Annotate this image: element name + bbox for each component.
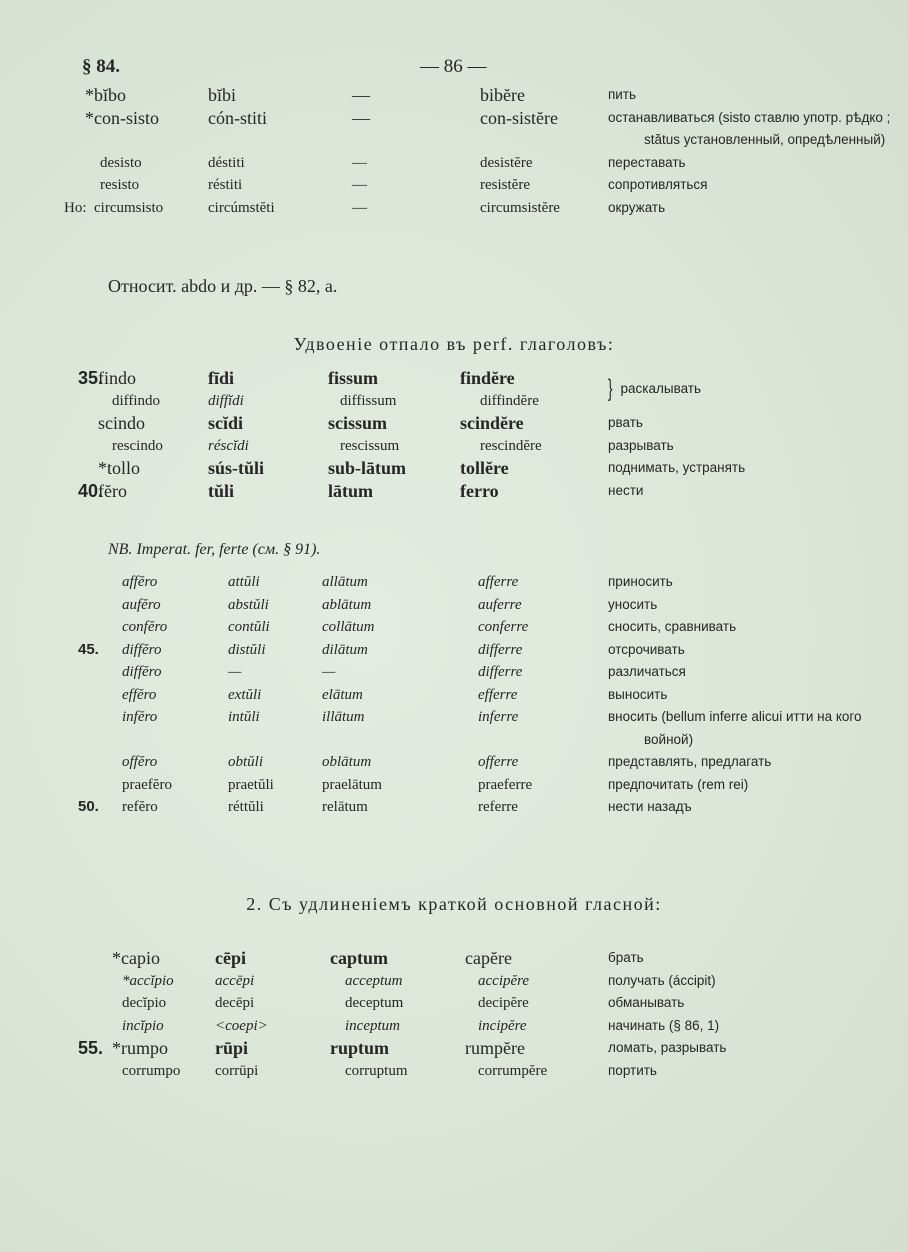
perfect-form: scĭdi bbox=[208, 413, 244, 433]
supine-form: illātum bbox=[322, 709, 365, 725]
supine-form: lātum bbox=[328, 480, 373, 501]
perfect-form: réttŭli bbox=[228, 799, 264, 815]
russian-meaning: переставать bbox=[608, 154, 686, 170]
russian-meaning: брать bbox=[608, 950, 644, 965]
present-form: diffindo bbox=[112, 392, 161, 409]
table-row bbox=[0, 970, 908, 993]
verb-table-lost-reduplication bbox=[0, 367, 908, 502]
perfect-form: cón-stiti bbox=[208, 107, 267, 128]
perfect-form: obtŭli bbox=[228, 754, 264, 770]
supine-form: elātum bbox=[322, 686, 363, 703]
table-row bbox=[0, 84, 908, 107]
infinitive-form: offerre bbox=[478, 754, 519, 770]
russian-meaning: сносить, сравнивать bbox=[608, 619, 737, 634]
russian-meaning: портить bbox=[608, 1062, 657, 1078]
present-form: fĕro bbox=[98, 480, 127, 501]
table-row bbox=[0, 1037, 908, 1060]
russian-meaning: ломать, разрывать bbox=[608, 1040, 727, 1055]
infinitive-form: ferro bbox=[460, 480, 499, 501]
table-row bbox=[0, 571, 908, 594]
russian-meaning: обманывать bbox=[608, 995, 685, 1010]
supine-form: sub-lātum bbox=[328, 458, 407, 478]
table-row bbox=[0, 639, 908, 662]
present-form: corrumpo bbox=[122, 1062, 181, 1079]
russian-meaning: рвать bbox=[608, 415, 643, 430]
russian-meaning: нести назадъ bbox=[608, 799, 692, 814]
table-row bbox=[0, 992, 908, 1015]
infinitive-form: corrumpĕre bbox=[478, 1062, 548, 1079]
present-form: scindo bbox=[98, 413, 145, 433]
supine-form: inceptum bbox=[345, 1017, 400, 1034]
page-number: — 86 — bbox=[420, 56, 487, 77]
supine-form: oblātum bbox=[322, 754, 372, 770]
russian-meaning: представлять, предлагать bbox=[608, 754, 772, 769]
perfect-form: accēpi bbox=[215, 972, 255, 989]
infinitive-form: capĕre bbox=[465, 948, 512, 968]
infinitive-form: auferre bbox=[478, 596, 522, 613]
table-row bbox=[0, 480, 908, 503]
infinitive-form: efferre bbox=[478, 686, 518, 703]
infinitive-form: praeferre bbox=[478, 776, 533, 793]
nb-imperative-note: NB. Imperat. fer, ferte (см. § 91). bbox=[108, 541, 321, 558]
russian-meaning: приносить bbox=[608, 574, 673, 589]
present-form: *bĭbo bbox=[85, 85, 127, 105]
perfect-form: tŭli bbox=[208, 480, 235, 501]
perfect-form: contŭli bbox=[228, 619, 270, 635]
russian-meaning: предпочитать (rem rei) bbox=[608, 776, 749, 792]
present-form: findo bbox=[98, 368, 136, 388]
russian-meaning: пить bbox=[608, 87, 637, 102]
russian-meaning: окружать bbox=[608, 199, 666, 215]
perfect-form: decēpi bbox=[215, 995, 255, 1011]
perfect-form: abstŭli bbox=[228, 596, 269, 613]
table-row bbox=[0, 594, 908, 617]
perfect-form: réstiti bbox=[208, 177, 243, 193]
russian-meaning: останавливаться (sisto ставлю употр. рѣдко ; stătus установленный, опредѣленный) bbox=[608, 109, 891, 147]
table-row bbox=[0, 435, 908, 458]
perfect-form: sús-tŭli bbox=[208, 458, 265, 478]
present-form: *accĭpio bbox=[122, 972, 174, 989]
entry-number: 55. bbox=[78, 1038, 104, 1058]
infinitive-form: inferre bbox=[478, 709, 519, 725]
table-row bbox=[0, 661, 908, 684]
russian-meaning: различаться bbox=[608, 664, 686, 679]
supine-form: ruptum bbox=[330, 1038, 390, 1058]
perfect-form: corrūpi bbox=[215, 1062, 259, 1079]
supine-form: dilātum bbox=[322, 641, 368, 658]
russian-meaning: вносить (bellum inferre alicui итти на кого войной) bbox=[608, 709, 862, 747]
brace-icon: } bbox=[608, 374, 613, 402]
present-form: affĕro bbox=[122, 574, 158, 590]
present-form: confĕro bbox=[122, 619, 168, 635]
perfect-form: extŭli bbox=[228, 686, 262, 703]
infinitive-form: resistĕre bbox=[480, 177, 530, 193]
russian-meaning: разрывать bbox=[608, 437, 674, 453]
supine-form: rescissum bbox=[340, 437, 400, 454]
verb-table-reduplicated-sisto bbox=[0, 84, 908, 219]
table-row bbox=[0, 197, 908, 220]
table-row bbox=[0, 774, 908, 797]
present-form: desisto bbox=[100, 154, 142, 171]
perfect-form: intŭli bbox=[228, 709, 260, 725]
present-form: aufĕro bbox=[122, 596, 161, 613]
infinitive-form: afferre bbox=[478, 574, 519, 590]
verb-table-lengthened-vowel bbox=[0, 947, 908, 1082]
supine-form: — bbox=[352, 199, 367, 216]
present-form: *capio bbox=[112, 948, 160, 968]
present-form: infĕro bbox=[122, 709, 158, 725]
perfect-form: diffĭdi bbox=[208, 392, 244, 409]
supine-form: — bbox=[322, 664, 336, 680]
perfect-form: réscĭdi bbox=[208, 437, 249, 454]
perfect-form: déstiti bbox=[208, 154, 245, 171]
infinitive-form: diffindĕre bbox=[480, 392, 539, 409]
meaning-text: раскалывать bbox=[620, 381, 702, 396]
table-row bbox=[0, 796, 908, 819]
russian-meaning: поднимать, устранять bbox=[608, 460, 746, 475]
russian-meaning: уносить bbox=[608, 596, 658, 612]
present-form: effĕro bbox=[122, 686, 157, 703]
table-row bbox=[0, 684, 908, 707]
entry-number: 45. bbox=[78, 640, 99, 658]
present-form: incĭpio bbox=[122, 1017, 164, 1034]
infinitive-form: accipĕre bbox=[478, 972, 530, 989]
table-row bbox=[0, 616, 908, 639]
verb-table-fero-compounds bbox=[0, 571, 908, 819]
table-row bbox=[0, 1060, 908, 1083]
supine-form: — bbox=[352, 85, 370, 105]
supine-form: relātum bbox=[322, 799, 368, 815]
prefix-label: Но: bbox=[64, 199, 87, 216]
present-form: diffĕro bbox=[122, 641, 162, 658]
section-heading-lost-reduplication: Удвоеніе отпало въ perf. глаголовъ: bbox=[293, 334, 615, 354]
present-form: *rumpo bbox=[112, 1038, 168, 1058]
russian-meaning: выносить bbox=[608, 686, 668, 702]
supine-form: — bbox=[352, 177, 367, 193]
infinitive-form: findĕre bbox=[460, 368, 515, 388]
entry-number: 50. bbox=[78, 798, 99, 815]
russian-meaning: сопротивляться bbox=[608, 177, 708, 192]
infinitive-form: rescindĕre bbox=[480, 437, 542, 454]
table-row bbox=[0, 390, 908, 413]
table-row bbox=[0, 412, 908, 435]
present-form: refĕro bbox=[122, 799, 158, 815]
present-form: offĕro bbox=[122, 754, 158, 770]
supine-form: scissum bbox=[328, 413, 388, 433]
infinitive-form: differre bbox=[478, 641, 523, 658]
perfect-form: attŭli bbox=[228, 574, 260, 590]
table-row bbox=[0, 457, 908, 480]
table-row bbox=[0, 706, 908, 751]
table-row bbox=[0, 152, 908, 175]
table-row bbox=[0, 1015, 908, 1038]
russian-meaning: нести bbox=[608, 482, 644, 498]
perfect-form: distŭli bbox=[228, 641, 266, 658]
table-row bbox=[0, 107, 908, 152]
supine-form: — bbox=[352, 154, 367, 171]
russian-meaning: начинать (§ 86, 1) bbox=[608, 1017, 720, 1033]
present-form: rescindo bbox=[112, 437, 163, 454]
perfect-form: fīdi bbox=[208, 368, 235, 388]
russian-meaning: отсрочивать bbox=[608, 641, 685, 657]
infinitive-form: differre bbox=[478, 664, 523, 680]
table-row bbox=[0, 751, 908, 774]
supine-form: allātum bbox=[322, 574, 368, 590]
present-form: *tollo bbox=[98, 458, 141, 478]
infinitive-form: rumpĕre bbox=[465, 1038, 525, 1058]
supine-form: ablātum bbox=[322, 596, 372, 613]
section-label: § 84. bbox=[82, 56, 120, 77]
section-heading-lengthening: 2. Съ удлиненіемъ краткой основной гласной: bbox=[246, 894, 662, 914]
cross-reference-note: Относит. abdo и др. — § 82, a. bbox=[108, 276, 338, 296]
infinitive-form: decipĕre bbox=[478, 995, 529, 1011]
table-row bbox=[0, 174, 908, 197]
russian-meaning: получать (áccipit) bbox=[608, 972, 716, 988]
perfect-form: rūpi bbox=[215, 1038, 249, 1058]
perfect-form: bĭbi bbox=[208, 85, 237, 105]
supine-form: fissum bbox=[328, 368, 379, 388]
present-form: *con-sisto bbox=[85, 107, 159, 128]
supine-form: collātum bbox=[322, 619, 375, 635]
present-form: diffĕro bbox=[122, 664, 162, 680]
present-form: resisto bbox=[100, 177, 140, 193]
supine-form: captum bbox=[330, 948, 388, 968]
infinitive-form: circumsistĕre bbox=[480, 199, 560, 216]
perfect-form: praetŭli bbox=[228, 776, 274, 793]
supine-form: deceptum bbox=[345, 995, 404, 1011]
perfect-form: — bbox=[228, 664, 242, 680]
entry-number: 35. bbox=[78, 368, 104, 388]
present-form: praefĕro bbox=[122, 776, 172, 793]
infinitive-form: referre bbox=[478, 799, 518, 815]
perfect-form: circúmstĕti bbox=[208, 199, 275, 216]
infinitive-form: con-sistĕre bbox=[480, 107, 558, 128]
entry-number: 40. bbox=[78, 480, 104, 501]
supine-form: praelātum bbox=[322, 776, 382, 793]
present-form: circumsisto bbox=[94, 199, 164, 216]
supine-form: corruptum bbox=[345, 1062, 408, 1079]
perfect-form: <coepi> bbox=[215, 1017, 268, 1034]
infinitive-form: desistĕre bbox=[480, 154, 533, 171]
perfect-form: cēpi bbox=[215, 948, 246, 968]
infinitive-form: tollĕre bbox=[460, 458, 509, 478]
infinitive-form: conferre bbox=[478, 619, 529, 635]
infinitive-form: bibĕre bbox=[480, 85, 525, 105]
present-form: decĭpio bbox=[122, 995, 167, 1011]
table-row bbox=[0, 947, 908, 970]
supine-form: diffissum bbox=[340, 392, 397, 409]
supine-form: — bbox=[352, 107, 370, 128]
infinitive-form: incipĕre bbox=[478, 1017, 527, 1034]
supine-form: acceptum bbox=[345, 972, 403, 989]
infinitive-form: scindĕre bbox=[460, 413, 524, 433]
